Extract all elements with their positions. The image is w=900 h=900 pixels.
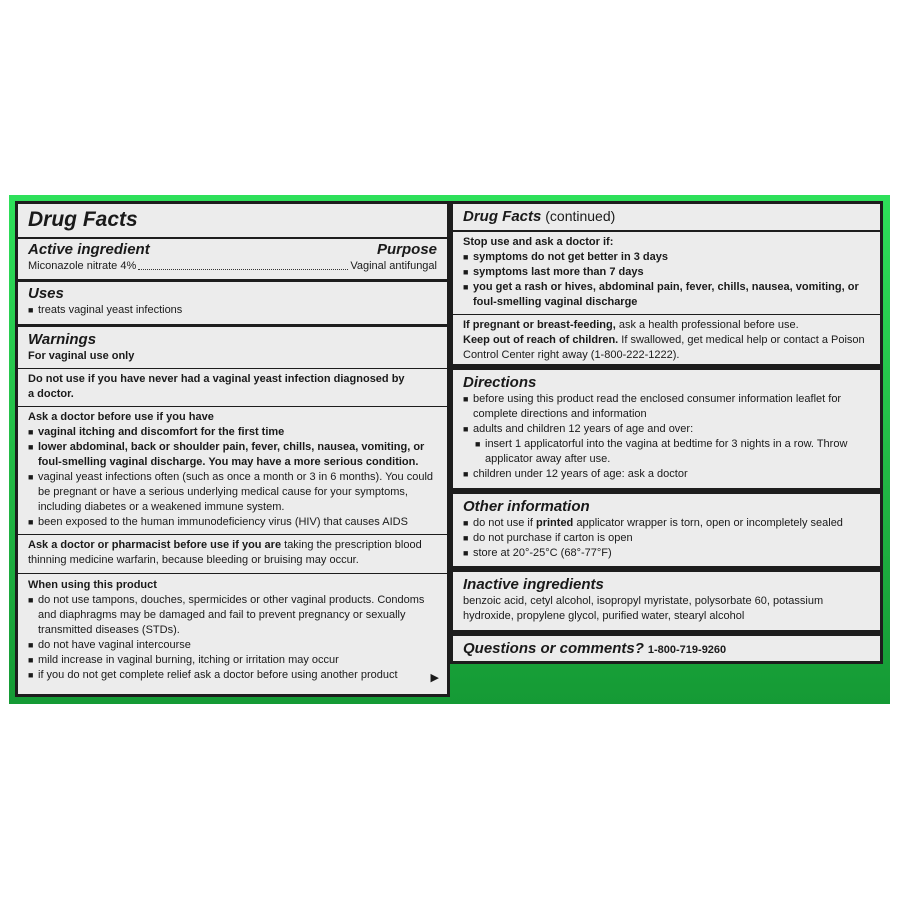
pregnant-warning: If pregnant or breast-feeding, ask a health professional before use. <box>463 319 799 331</box>
stop-use-item: ■ symptoms last more than 7 days <box>463 266 644 278</box>
other-info-item: ■ do not use if printed applicator wrapper is torn, open or incompletely sealed <box>463 517 843 529</box>
ask-doctor-item: ■ vaginal yeast infections often (such as once a month or 3 in 6 months). You could be pregnant or have a serious underlying medical cause for your symptoms, including diabetes or a weakened immune system. <box>28 471 434 513</box>
warnings-heading: Warnings <box>28 331 97 348</box>
ingredient-name: Miconazole nitrate 4% <box>28 260 137 272</box>
other-info-item: ■ do not purchase if carton is open <box>463 532 633 544</box>
drug-facts-continued-panel <box>450 201 883 367</box>
inactive-ingredients-heading: Inactive ingredients <box>463 576 604 593</box>
directions-subitem: ■ insert 1 applicatorful into the vagina at bedtime for 3 nights in a row. Throw applicator away after use. <box>475 438 848 465</box>
ingredient-purpose: Vaginal antifungal <box>350 260 437 272</box>
when-using-item: ■ do not have vaginal intercourse <box>28 639 191 651</box>
drug-facts-left-panel <box>15 201 450 697</box>
directions-item: ■ adults and children 12 years of age and over: <box>463 423 694 435</box>
directions-panel <box>450 367 883 491</box>
continued-arrow-icon: ▶ <box>430 672 439 684</box>
active-ingredient-heading: Active ingredient <box>28 241 150 258</box>
inactive-ingredients-panel <box>450 569 883 633</box>
when-using-item: ■ mild increase in vaginal burning, itching or irritation may occur <box>28 654 339 666</box>
other-info-item: ■ store at 20°-25°C (68°-77°F) <box>463 547 612 559</box>
drug-facts-title: Drug Facts <box>28 208 138 231</box>
leader-dots <box>138 269 348 270</box>
uses-heading: Uses <box>28 285 64 302</box>
ask-doctor-item: ■ vaginal itching and discomfort for the first time <box>28 426 285 438</box>
directions-item: ■ children under 12 years of age: ask a doctor <box>463 468 688 480</box>
questions-phone: 1-800-719-9260 <box>647 644 727 656</box>
continued-label: (continued) <box>541 208 616 224</box>
ask-doctor-item: ■ lower abdominal, back or shoulder pain, fever, chills, nausea, vomiting, or foul-smelling vaginal discharge. You may have a more serious condition. <box>28 441 425 468</box>
questions-heading: Questions or comments? <box>463 640 644 657</box>
stop-use-item: ■ you get a rash or hives, abdominal pain, fever, chills, nausea, vomiting, or foul-smelling vaginal discharge <box>463 281 859 308</box>
do-not-use-warning: Do not use if you have never had a vaginal yeast infection diagnosed by a doctor. <box>28 373 405 400</box>
when-using-item: ■ if you do not get complete relief ask a doctor before using another product <box>28 669 398 681</box>
purpose-heading: Purpose <box>376 241 437 258</box>
directions-heading: Directions <box>463 374 537 391</box>
other-information-heading: Other information <box>463 498 590 515</box>
other-information-panel <box>450 491 883 569</box>
inactive-ingredients-text: benzoic acid, cetyl alcohol, isopropyl myristate, polysorbate 60, potassium hydroxide, propylene glycol, purified water, stearyl alcohol <box>463 595 824 622</box>
ask-pharmacist-warning: Ask a doctor or pharmacist before use if you are taking the prescription blood thinning medicine warfarin, because bleeding or bruising may occur. <box>28 539 422 566</box>
directions-item: ■ before using this product read the enclosed consumer information leaflet for complete directions and information <box>463 393 842 420</box>
vaginal-use-only: For vaginal use only <box>28 350 135 362</box>
stop-use-item: ■ symptoms do not get better in 3 days <box>463 251 668 263</box>
when-using-heading: When using this product <box>28 579 157 591</box>
questions-panel <box>450 633 883 664</box>
uses-item: ■ treats vaginal yeast infections <box>28 304 183 316</box>
stop-use-heading: Stop use and ask a doctor if: <box>463 236 614 248</box>
drug-facts-continued-title: Drug Facts <box>463 208 542 225</box>
ask-doctor-heading: Ask a doctor before use if you have <box>28 411 214 423</box>
keep-out-of-reach: Keep out of reach of children. If swallowed, get medical help or contact a Poison Control Center right away (1-800-222-1222). <box>463 334 865 361</box>
when-using-item: ■ do not use tampons, douches, spermicides or other vaginal products. Condoms and diaphragms may be damaged and fail to prevent pregnancy or sexually transmitted diseases (STDs). <box>28 594 425 636</box>
ask-doctor-item: ■ been exposed to the human immunodeficiency virus (HIV) that causes AIDS <box>28 516 408 528</box>
